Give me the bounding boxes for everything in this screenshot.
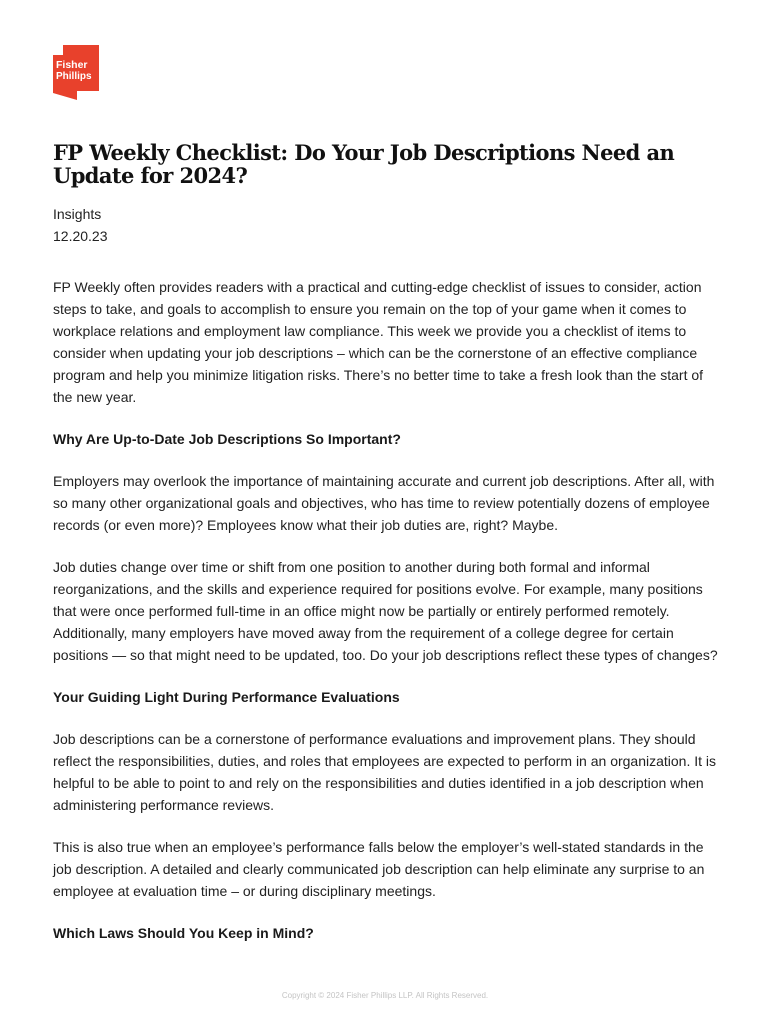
logo-line-1: Fisher [56, 59, 88, 71]
logo-line-2: Phillips [56, 71, 92, 82]
copyright-notice: Copyright © 2024 Fisher Phillips LLP. All Rights Reserved. [281, 991, 489, 1000]
fisher-phillips-logo [53, 45, 99, 100]
section-heading: Your Guiding Light During Performance Evaluations [53, 689, 400, 705]
body-paragraph: Job descriptions can be a cornerstone of performance evaluations and improvement plans. They should reflect the responsibilities, duties, and roles that employees are expected to perform in an organization. It is helpful to be able to point to and rely on the responsibilities and duties identified in a job description when administering performance reviews. [53, 731, 717, 813]
page-footer [0, 986, 770, 1024]
article-body [53, 276, 719, 964]
article-category: Insights [53, 206, 102, 222]
body-paragraph: Employers may overlook the importance of maintaining accurate and current job descriptions. After all, with so many other organizational goals and objectives, who has time to review potentially dozens of employee records (or even more)? Employees know what their job duties are, right? Maybe. [53, 473, 715, 533]
body-paragraph: Job duties change over time or shift from one position to another during both formal and informal reorganizations, and the skills and experience required for positions evolve. For example, many positions that were once performed full-time in an office might now be partially or entirely performed remotely. Additionally, many employers have moved away from the requirement of a college degree for certain positions — so that might need to be updated, too. Do your job descriptions reflect these types of changes? [53, 559, 718, 663]
article-date: 12.20.23 [53, 228, 108, 244]
intro-paragraph: FP Weekly often provides readers with a practical and cutting-edge checklist of issues to consider, action steps to take, and goals to accomplish to ensure you remain on the top of your game when it comes to workplace relations and employment law compliance. This week we provide you a checklist of items to consider when updating your job descriptions – which can be the cornerstone of an effective compliance program and help you minimize litigation risks. There’s no better time to take a fresh look than the start of the new year. [53, 279, 704, 405]
logo-mark [53, 45, 99, 100]
section-heading: Why Are Up-to-Date Job Descriptions So Important? [53, 431, 401, 447]
article-meta [53, 203, 108, 247]
body-paragraph: This is also true when an employee’s performance falls below the employer’s well-stated standards in the job description. A detailed and clearly communicated job description can help eliminate any surprise to an employee at evaluation time – or during disciplinary meetings. [53, 839, 705, 899]
section-heading: Which Laws Should You Keep in Mind? [53, 925, 314, 941]
article-title: FP Weekly Checklist: Do Your Job Descriptions Need an Update for 2024? [53, 140, 675, 188]
